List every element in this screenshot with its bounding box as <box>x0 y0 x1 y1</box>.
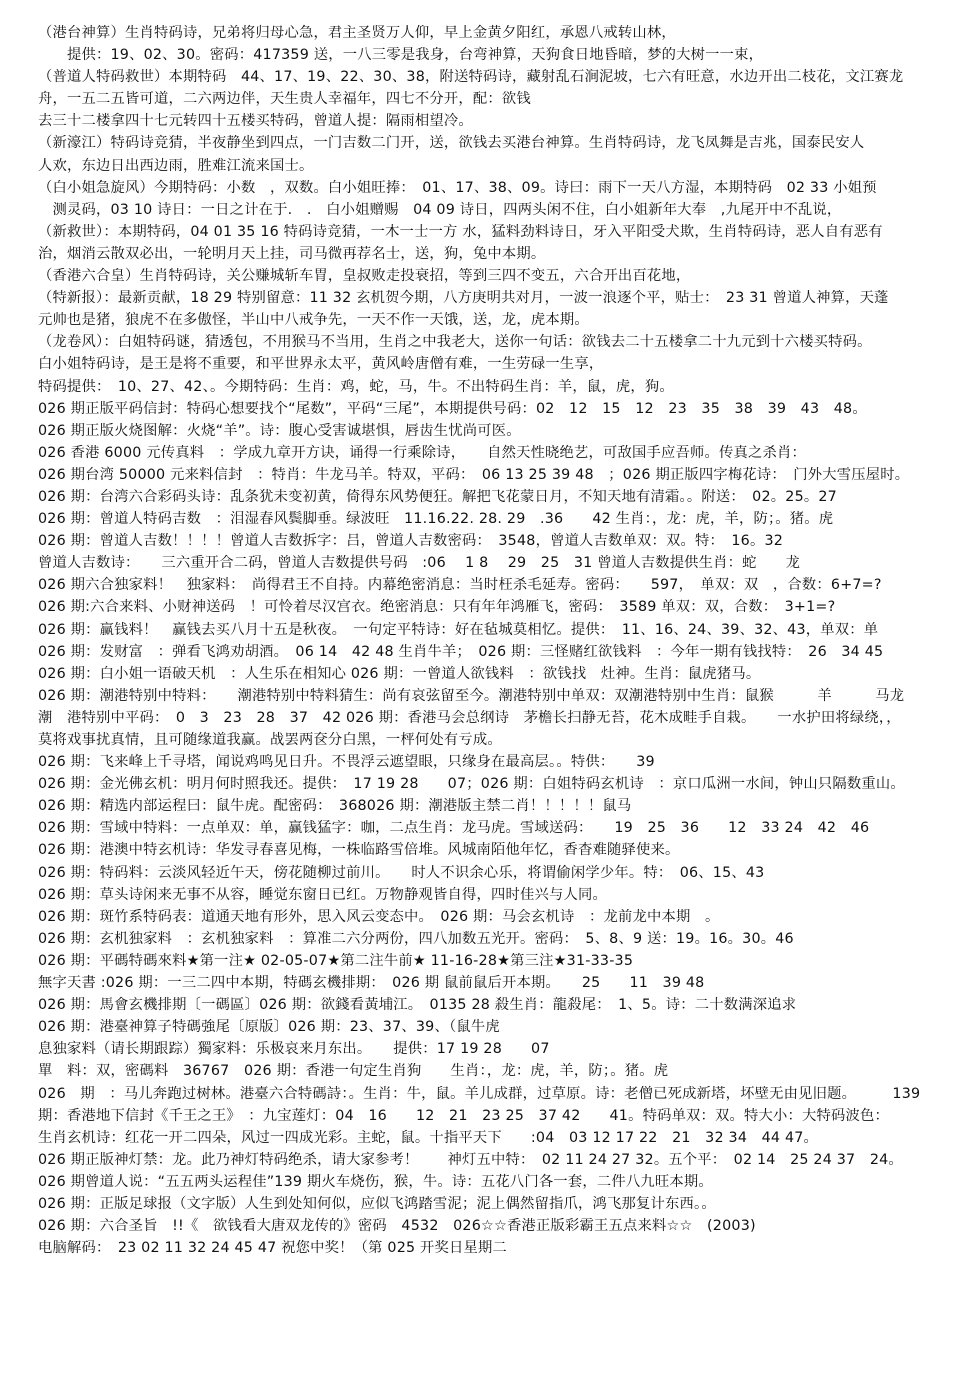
text-line: 特码提供： 10、27、42、。今期特码：生肖：鸡，蛇，马，牛。不出特码生肖：羊，鼠，虎，狗。 <box>38 378 674 395</box>
text-line: 治，烟消云散双必出，一轮明月天上挂，司马微再荐名士，送，狗，兔中本期。 <box>38 245 546 262</box>
text-line: 息独家料（请长期跟踪）獨家料：乐极哀来月东出。 提供：17 19 28 07 <box>38 1041 550 1058</box>
text-line: 026 期：特码料：云淡风轻近午天，傍花随柳过前川。 时人不识余心乐，将谓偷闲学少年。特： 06、15、43 <box>38 864 765 881</box>
text-line: （港台神算）生肖特码诗，兄弟将归母心急，君主圣贤万人仰，早上金黄夕阳红，承恩八戒转山林， <box>38 25 676 41</box>
text-line: 026 期：曾道人特码吉数 ：泪湿春风鬓脚垂。绿波旺 11.16.22. 28. 29 .36 42 生肖：，龙：虎，羊，防；。猪。虎 <box>38 511 834 528</box>
text-line: 026 期：斑竹系特码表：道通天地有形外，思入风云变态中。 026 期：马会玄机诗 ：龙前龙中本期 。 <box>38 908 720 925</box>
text-line: 去三十二楼拿四十七元转四十五楼买特码，曾道人提：隔雨相望冷。 <box>38 113 473 130</box>
text-line: 026 期台湾 50000 元来料信封 ：特肖：牛龙马羊。特双，平码： 06 13 25 39 48 ；026 期正版四字梅花诗： 门外大雪压屋时。 <box>38 466 910 483</box>
text-line: 026 期：六合圣旨 !!《 欲钱看大唐双龙传的》密码 4532 026☆☆香港正版彩霸王五点来料☆☆ (2003) <box>38 1218 756 1235</box>
text-line: 026 期曾道人说：“五五两头运程佳”139 期火车烧伤，猴，牛。诗：五花八门各一套，二件八九旺本期。 <box>38 1173 713 1190</box>
text-line: 元帅也是猪，狼虎不在多傲怪，半山中八戒争先，一天不作一天饿，送，龙，虎本期。 <box>38 312 589 329</box>
text-line: 026 期：正版足球报（文字版）人生到处知何似，应似飞鸿踏雪泥；泥上偶然留指爪，鸿飞那复计东西。。 <box>38 1195 716 1212</box>
text-line: 無字天書 :026 期：一三二四中本期，特碼玄機排期： 026 期 鼠前鼠后开本期。 25 11 39 48 <box>38 975 705 992</box>
text-line: 电脑解码： 23 02 11 32 24 45 47 祝您中奖！（第 025 开奖日星期二 <box>38 1240 508 1257</box>
text-line: 026 期：发财富 ：弹看飞鸿劝胡酒。 06 14 42 48 生肖牛羊； 026 期：三怪赌红欲钱料 ：今年一期有钱找特： 26 34 45 <box>38 643 884 660</box>
text-line: （新救世）：本期特码，04 01 35 16 特码诗竞猜，一木一士一方 水，猛料劲料诗日，牙入平阳受犬欺，生肖特码诗，恶人自有恶有 <box>38 223 883 240</box>
text-line: 舟，一五二五皆可道，二六两边伴，天生贵人幸福年，四七不分开，配：欲钱 <box>38 91 531 108</box>
text-line: （新濠江）特码诗竞猜，半夜静坐到四点，一门吉数二门开，送，欲钱去买港台神算。生肖特码诗，龙飞凤舞是吉兆，国泰民安人 <box>38 135 865 152</box>
text-line: 026 香港 6000 元传真料 ：学成九章开方诀，诵得一行乘除诗， 自然天性晓绝艺，可敌国手应吾师。传真之杀肖： <box>38 444 807 461</box>
text-line: 026 期六合独家料！ 独家料： 尚得君王不自持。内幕绝密消息：当时枉杀毛延寿。密码： 597， 单双：双 ，合数：6+7=? <box>38 577 882 594</box>
text-line: 026 期：曾道人吉数！！！！曾道人吉数拆字：吕，曾道人吉数密码： 3548，曾道人吉数单双：双。特： 16。32 <box>38 533 784 550</box>
text-line: 白小姐特码诗，是王是将不重要，和平世界永太平，黄风岭唐僧有难，一生劳碌一生享， <box>38 356 604 373</box>
text-line: （特新报）：最新贡献，18 29 特别留意：11 32 玄机贺今期，八方庚明共对月，一波一浪逐个平，贴士： 23 31 曾道人神算，天蓬 <box>38 290 889 307</box>
text-line: 026 期：精选内部运程曰：鼠牛虎。配密码： 368026 期：潮港版主禁二肖！！！！！鼠马 <box>38 798 632 815</box>
text-line: 026 期正版神灯禁：龙。此乃神灯特码绝杀，请大家参考！ 神灯五中特： 02 11 24 27 32。五个平： 02 14 25 24 37 24。 <box>38 1151 903 1168</box>
text-line: 026 期正版平码信封：特码心想要找个“尾数”，平码“三尾”，本期提供号码：02 12 15 12 23 35 38 39 43 48。 <box>38 400 867 417</box>
text-line: 潮 港特别中平码： 0 3 23 28 37 42 026 期：香港马会总纲诗 茅檐长扫静无苔，花木成畦手自栽。 一水护田将绿绕，， <box>38 709 901 726</box>
text-line: 026 期：港澳中特玄机诗：华发寻春喜见梅，一株临路雪倍堆。风城南陌他年忆，香杳难随驿使来。 <box>38 842 680 859</box>
text-line: 026 期：港臺神算子特碼強尾〔原版〕026 期：23、37、39、（鼠牛虎 <box>38 1019 500 1036</box>
text-line: 單 料：双，密碼料 36767 026 期：香港一句定生肖狗 生肖：，龙：虎，羊，防；。猪。虎 <box>38 1063 669 1080</box>
text-line: 曾道人吉数诗： 三六重开合二码，曾道人吉数提供号码 :06 1 8 29 25 31 曾道人吉数提供生肖：蛇 龙 <box>38 555 801 572</box>
text-line: 提供：19、02、30。密码：417359 送，一八三零是我身，台弯神算，天狗食日地昏暗，梦的大树一一束， <box>38 47 764 64</box>
text-line: 026 期正版火烧图解：火烧“羊”。诗：腹心受害诚堪惧，唇齿生忧尚可医。 <box>38 422 521 439</box>
text-line: 026 期:六合来料、小财神送码 ！可怜着尽汉宫衣。绝密消息：只有年年鸿雁飞，密码： 3589 单双：双，合数： 3+1=? <box>38 599 836 616</box>
text-line: 026 期：平碼特碼來料★第一注★ 02-05-07★第二注牛前★ 11-16-28★第三注★31-33-35 <box>38 952 634 969</box>
text-line: 026 期：赢钱料！ 赢钱去买八月十五是秋夜。 一句定平特诗：好在毡城莫相忆。提供： 11、16、24、39、32、43，单双：单 <box>38 621 879 638</box>
text-line: 026 期：白小姐一语破天机 ：人生乐在相知心 026 期：一曾道人欲钱料 ：欲钱找 灶神。生肖：鼠虎猪马。 <box>38 665 761 682</box>
text-line: （龙卷风）：白姐特码谜，猜透包，不用猴马不当用，生肖之中我老大，送你一句话：欲钱去二十五楼拿二十九元到十六楼买特码。 <box>38 334 872 351</box>
document-body <box>38 22 943 1259</box>
text-line: 026 期：潮港特别中特料： 潮港特别中特料猜生：尚有哀弦留至今。潮港特别中单双：双潮港特别中生肖：鼠猴 羊 马龙 <box>38 687 905 704</box>
text-line: 026 期：草头诗闲来无事不从容，睡觉东窗日已红。万物静观皆自得，四时佳兴与人同。 <box>38 886 608 903</box>
text-line: 测灵码，03 10 诗日：一日之计在于. . 白小姐赠赐 04 09 诗日，四两头闲不住，白小姐新年大奉 ,九尾开中不乱说， <box>38 201 842 218</box>
text-line: 026 期：台湾六合彩码头诗：乱条犹未变初黄，倚得东风势便狂。解把飞花蒙日月，不知天地有清霜。。附送： 02。25。27 <box>38 488 837 505</box>
text-line: 026 期：雪域中特料：一点单双：单，赢钱猛字：咖，二点生肖：龙马虎。雪域送码： 19 25 36 12 33 24 42 46 <box>38 820 870 837</box>
text-line: 026 期：玄机独家料 ：玄机独家料 ：算准二六分两份，四八加数五光开。密码： 5、8、9 送：19。16。30。46 <box>38 930 794 947</box>
text-line: 026 期：飞来峰上千寻塔，闻说鸡鸣见日升。不畏浮云遮望眼，只缘身在最高层。。特供： 39 <box>38 754 655 771</box>
text-line: 期：香港地下信封《千王之王》 ：九宝莲灯：04 16 12 21 23 25 37 42 41。特码单双：双。特大小：大特码波色： <box>38 1107 890 1124</box>
text-line: 人欢，东边日出西边雨，胜难江流来国士。 <box>38 157 314 174</box>
text-line: （白小姐急旋风）今期特码：小数 ，双数。白小姐旺捧： 01、17、38、09。诗曰：雨下一天八方湿，本期特码 02 33 小姐预 <box>38 179 877 196</box>
text-line: 026 期 ：马儿奔跑过树林。港臺六合特碼詩：。生肖：牛，鼠。羊儿成群，过草原。诗：老僧已死成新塔，坏壁无由见旧题。 139 <box>38 1085 921 1102</box>
text-line: 026 期：金光佛玄机：明月何时照我还。提供： 17 19 28 07；026 期：白姐特码玄机诗 ：京口瓜洲一水间，钟山只隔数重山。 <box>38 776 905 793</box>
text-line: 莫将戏事扰真情，且可随缘道我赢。战罢两奁分白黑，一枰何处有亏成。 <box>38 732 502 748</box>
text-line: 生肖玄机诗：红花一开二四朵，风过一四成光彩。主蛇，鼠。十指平天下 :04 03 12 17 22 21 32 34 44 47。 <box>38 1129 819 1146</box>
text-line: （普道人特码救世）本期特码 44、17、19、22、30、38，附送特码诗，藏射乱石涧泥坡，七六有旺意，水边开出二枝花，文江赛龙 <box>38 69 904 86</box>
text-line: 026 期：馬會玄機排期〔一碼區〕026 期：欲錢看黃埔江。 0135 28 殺生肖：龍殺尾： 1、5。诗：二十数满深追求 <box>38 997 797 1014</box>
text-line: （香港六合皇）生肖特码诗，关公赚城斩车胃，皇叔败走投衰招，等到三四不变五，六合开出百花地， <box>38 268 691 285</box>
